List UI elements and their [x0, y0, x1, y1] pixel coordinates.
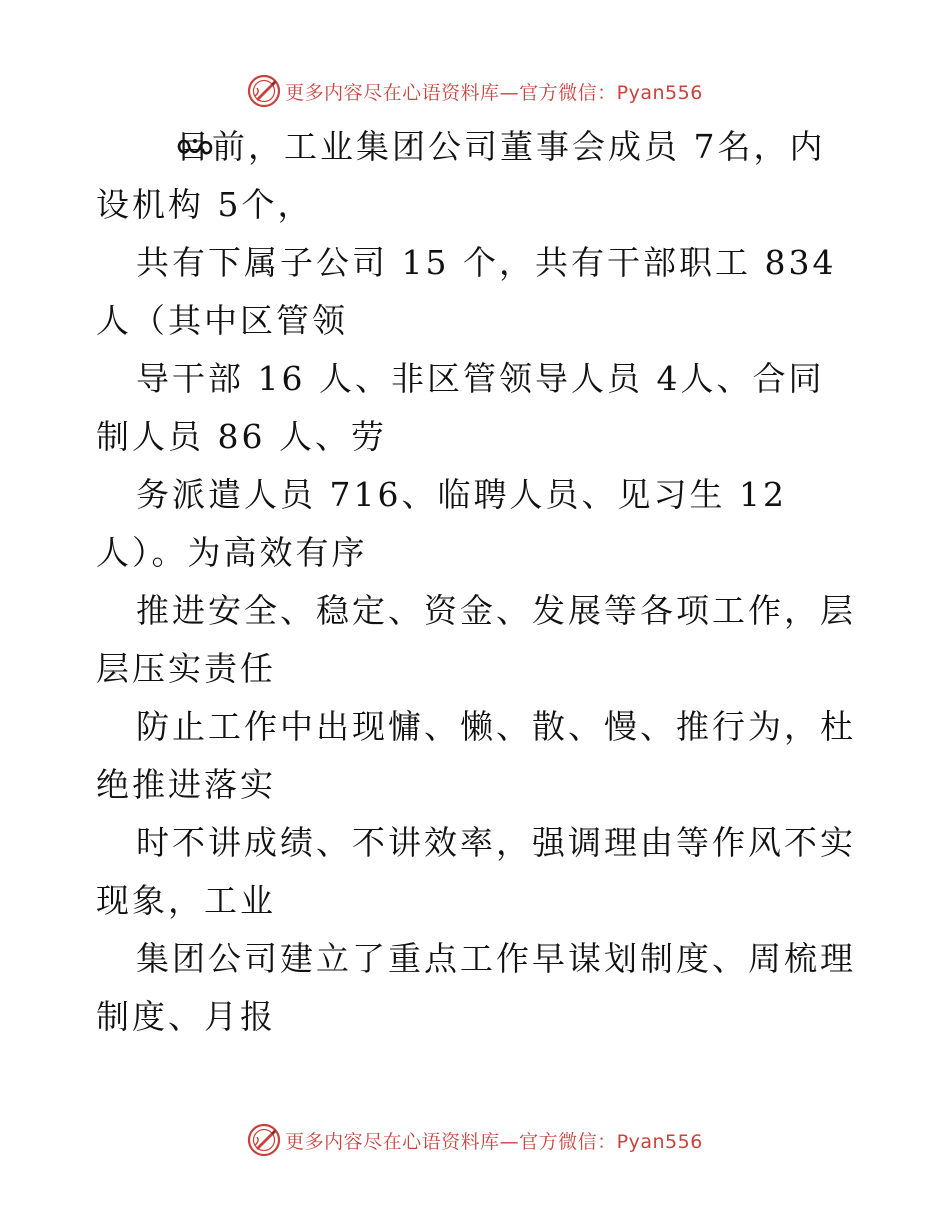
body-paragraph: 导干部 16 人、非区管领导人员 4人、合同制人员 86 人、劳: [96, 359, 825, 456]
body-paragraph: 推进安全、稳定、资金、发展等各项工作，层层压实责任: [96, 591, 856, 688]
body-paragraph: 务派遣人员 716、临聘人员、见习生 12 人）。为高效有序: [96, 475, 787, 572]
watermark-text: 更多内容尽在心语资料库—官方微信：Pyan556: [285, 1130, 703, 1153]
body-paragraph: 共有下属子公司 15 个，共有干部职工 834 人（其中区管领: [96, 243, 837, 340]
body-paragraph: 防止工作中出现慵、懒、散、慢、推行为，杜绝推进落实: [96, 707, 856, 804]
ornament-icon: [136, 120, 174, 146]
quill-seal-icon: [247, 74, 281, 108]
footer-watermark: [0, 1120, 950, 1160]
quill-seal-icon: [247, 1123, 281, 1157]
body-paragraph: 目前，工业集团公司董事会成员 7名，内设机构 5个，: [96, 118, 856, 234]
document-body: [96, 118, 856, 1046]
watermark-text: 更多内容尽在心语资料库—官方微信：Pyan556: [285, 81, 703, 104]
body-paragraph: 集团公司建立了重点工作早谋划制度、周梳理制度、月报: [96, 939, 856, 1036]
body-paragraph: 时不讲成绩、不讲效率，强调理由等作风不实现象，工业: [96, 823, 856, 920]
header-watermark: [0, 71, 950, 111]
